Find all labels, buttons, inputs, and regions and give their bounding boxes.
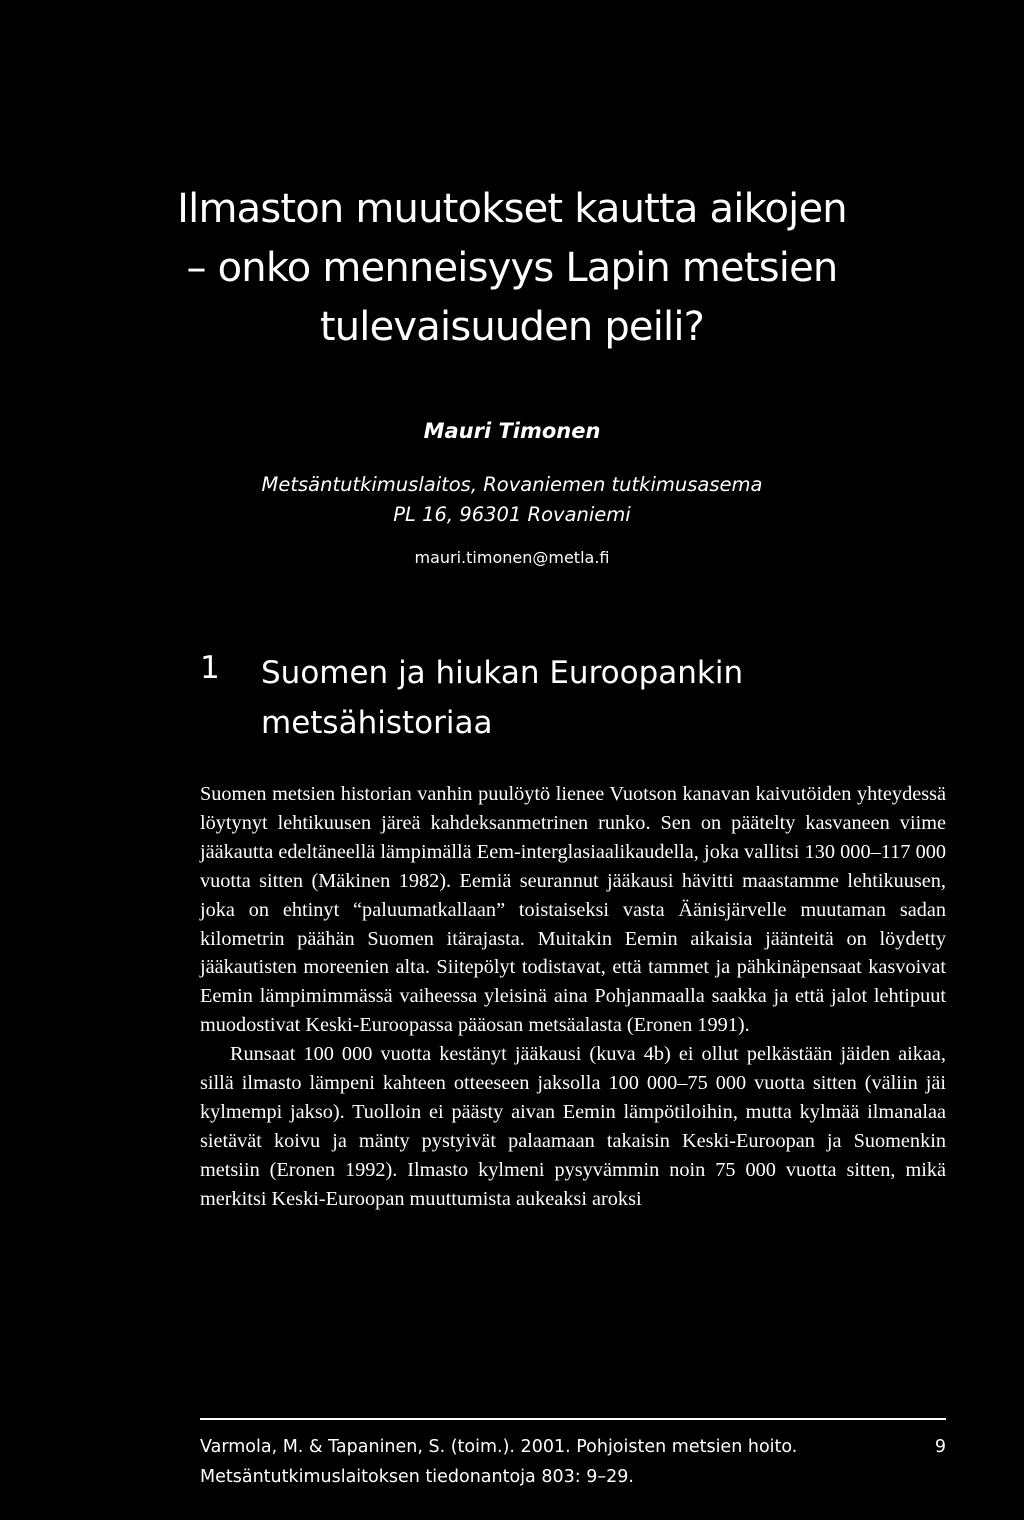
footer-divider [200,1418,946,1420]
title-line-3: tulevaisuuden peili? [319,304,705,350]
author-name: Mauri Timonen [423,419,601,443]
author-affiliation [0,470,1024,530]
footer-series: Metsäntutkimuslaitoksen tiedonantoja 803: 9–29. [200,1467,634,1487]
article-title [150,180,874,357]
footer [200,1432,946,1492]
author-email: mauri.timonen@metla.fi [414,548,610,567]
section-number: 1 [200,650,220,686]
page-number: 9 [934,1437,946,1457]
title-line-2: – onko menneisyys Lapin metsien [186,245,838,291]
footer-citation: Varmola, M. & Tapaninen, S. (toim.). 2001. Pohjoisten metsien hoito. [200,1437,798,1457]
section-heading-line-2: metsähistoriaa [261,705,493,741]
section-heading [261,648,881,748]
title-line-1: Ilmaston muutokset kautta aikojen [177,186,847,232]
section-heading-line-1: Suomen ja hiukan Euroopankin [261,655,744,691]
body-text [200,780,946,1214]
paragraph-2: Runsaat 100 000 vuotta kestänyt jääkausi (kuva 4b) ei ollut pelkästään jäiden aikaa, sillä ilmasto lämpeni kahteen otteeseen jaksolla 100 000–75 000 vuotta sitten (väliin jäi kylmempi jakso). Tuolloin ei päästy aivan Eemin lämpötiloihin, mutta kylmää ilmanalaa sietävät koivu ja mänty pystyivät palaamaan takaisin Keski-Euroopan ja Suomenkin metsiin (Eronen 1992). Ilmasto kylmeni pysyvämmin noin 75 000 vuotta sitten, mikä merkitsi Keski-Euroopan muuttumista aukeaksi aroksi [200,1043,946,1210]
affiliation-line-1: Metsäntutkimuslaitos, Rovaniemen tutkimusasema [261,473,763,496]
paragraph-1: Suomen metsien historian vanhin puulöytö lienee Vuotson kanavan kaivutöiden yhteydessä löytynyt lehtikuusen järeä kahdeksanmetrinen runko. Sen on päätelty kasvaneen viime jääkautta edeltäneellä lämpimällä Eem-interglasiaalikaudella, joka vallitsi 130 000–117 000 vuotta sitten (Mäkinen 1982). Eemiä seurannut jääkausi hävitti maastamme lehtikuusen, joka on ehtinyt “paluumatkallaan” toistaiseksi vasta Äänisjärvelle muutaman sadan kilometrin päähän Suomen itärajasta. Muitakin Eemin aikaisia jäänteitä on löydetty jääkautisten moreenien alta. Siitepölyt todistavat, että tammet ja pähkinäpensaat kasvoivat Eemin lämpimimmässä vaiheessa yleisinä aina Pohjanmaalla saakka ja että jalot lehtipuut muodostivat Keski-Euroopassa pääosan metsäalasta (Eronen 1991). [200,783,946,1037]
affiliation-line-2: PL 16, 96301 Rovaniemi [393,503,631,526]
